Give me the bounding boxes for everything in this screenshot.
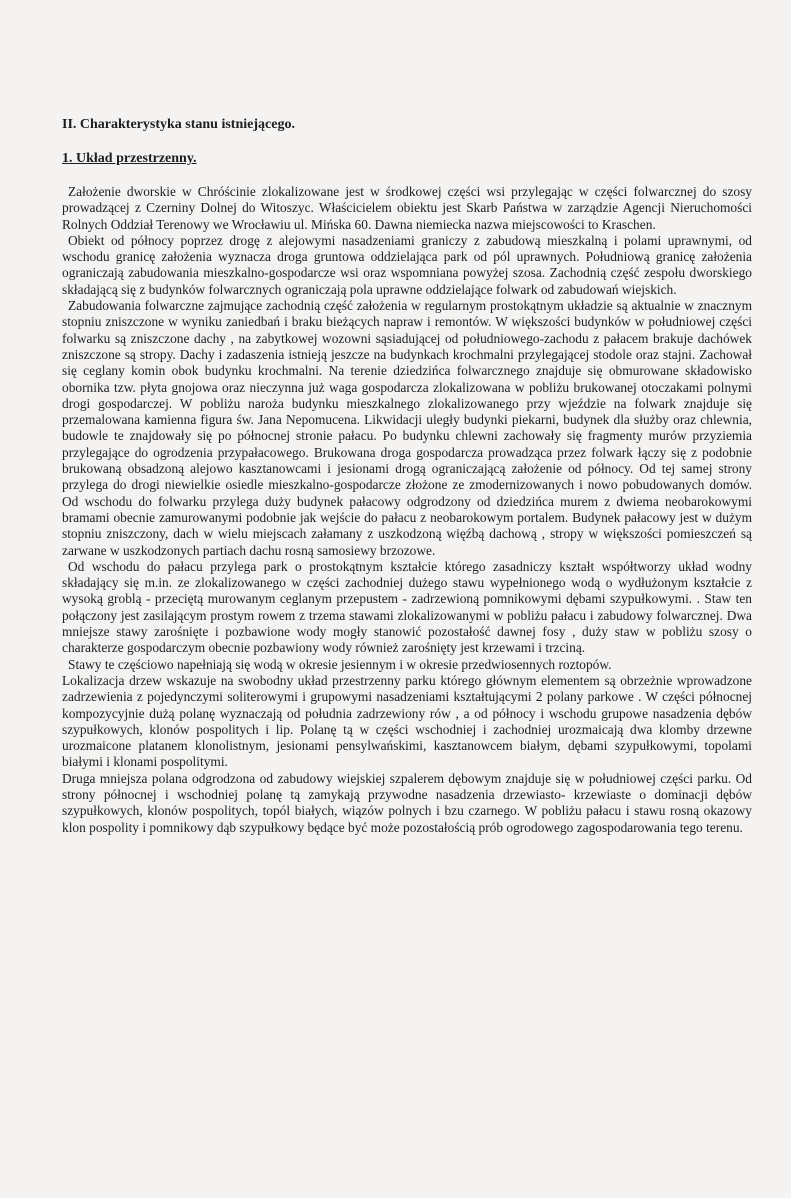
paragraph: Obiekt od północy poprzez drogę z alejowymi nasadzeniami graniczy z zabudową mieszkalną i polami uprawnymi, od wschodu granicę założenia wyznacza droga gruntowa oddzielająca park od pól uprawnych. Południową granicę założenia ograniczają zabudowania mieszkalno-gospodarcze wsi oraz wspomniana powyżej szosa. Zachodnią część zespołu dworskiego składającą się z budynków folwarcznych ograniczają pola uprawne oddzielające folwark od zabudowań wiejskich. [62, 232, 752, 297]
paragraph: Lokalizacja drzew wskazuje na swobodny układ przestrzenny parku którego głównym elementem są obrzeżnie wprowadzone zadrzewienia z pojedynczymi soliterowymi i grupowymi nasadzeniami kształtującymi 2 polany parkowe . W części północnej kompozycyjnie dużą polanę wyznaczają od południa zadrzewiony rów , a od północy i wschodu grupowe nasadzenia dębów szypułkowych, klonów pospolitych i lip. Polanę tą w części wschodniej i zachodniej urozmaicają dwa klomby drzewne urozmaicone platanem klonolistnym, jesionami pensylwańskimi, kasztanowcem białym, dębami szypułkowymi, topolami białymi i klonami pospolitymi. [62, 672, 752, 770]
subsection-title: 1. Układ przestrzenny. [62, 151, 197, 166]
paragraph: Druga mniejsza polana odgrodzona od zabudowy wiejskiej szpalerem dębowym znajduje się w południowej części parku. Od strony północnej i wschodniej polanę tą zamykają przywodne nasadzenia drzewiasto- krzewiaste o dominacji dębów szypułkowych, klonów pospolitych, topól białych, wiązów polnych i bzu czarnego. W pobliżu pałacu i stawu rosną okazowy klon pospolity i pomnikowy dąb szypułkowy będące być może pozostałością prób ogrodowego zagospodarowania tego terenu. [62, 770, 752, 835]
paragraph: Założenie dworskie w Chróścinie zlokalizowane jest w środkowej części wsi przylegając w części folwarcznej do szosy prowadzącej z Czerniny Dolnej do Witoszyc. Właścicielem obiektu jest Skarb Państwa w zarządzie Agencji Nieruchomości Rolnych Oddział Terenowy we Wrocławiu ul. Mińska 60. Dawna niemiecka nazwa miejscowości to Kraschen. [62, 184, 752, 232]
document-body [62, 116, 752, 836]
section-title: II. Charakterystyka stanu istniejącego. [62, 117, 295, 132]
paragraph: Stawy te częściowo napełniają się wodą w okresie jesiennym i w okresie przedwiosennych roztopów. [68, 656, 612, 672]
paragraph: Od wschodu do pałacu przylega park o prostokątnym kształcie którego zasadniczy kształt współtworzy układ wodny składający się m.in. ze zlokalizowanego w części zachodniej dużego stawu wypełnionego wodą o wydłużonym kształcie z wysoką groblą - przeciętą murowanym ceglanym przepustem - zadrzewioną pomnikowymi dębami szypułkowymi. . Staw ten połączony jest zasilającym prostym rowem z trzema stawami zlokalizowanymi w pobliżu pałacu i zabudowy folwarcznej. Dwa mniejsze stawy zarośnięte i pozbawione wody mogły stanowić pozostałość dawnej fosy , duży staw w pobliżu szosy o charakterze gospodarczym obecnie pozbawiony wody również zarośnięty jest krzewami i trzciną. [62, 558, 752, 656]
paragraph: Zabudowania folwarczne zajmujące zachodnią część założenia w regularnym prostokątnym układzie są aktualnie w znacznym stopniu zniszczone w wyniku zaniedbań i braku bieżących napraw i remontów. W większości budynków w południowej części folwarku są zniszczone dachy , na zabytkowej wozowni sąsiadującej od południowego-zachodu z pałacem brakuje dachówek zniszczone są stropy. Dachy i zadaszenia istnieją jeszcze na budynkach krochmalni przylegającej stodole oraz stajni. Zachował się ceglany komin obok budynku krochmalni. Na terenie dziedzińca folwarcznego znajduje się obmurowane składowisko obornika tzw. płyta gnojowa oraz nieczynna już waga gospodarcza zlokalizowana w pobliżu brukowanej otoczakami polnymi drogi gospodarczej. W pobliżu naroża budynku mieszkalnego zlokalizowanego przy wjeździe na folwark znajduje się przemalowana kamienna figura św. Jana Nepomucena. Likwidacji uległy budynki piekarni, budynek dla służby oraz chlewnia, budowle te znajdowały się po północnej stronie pałacu. Po budynku chlewni zachowały się fragmenty murów przyziemia przylegające do ogrodzenia przypałacowego. Brukowana droga gospodarcza prowadząca przez folwark łączy się z podobnie brukowaną obsadzoną alejowo kasztanowcami i jesionami drogą ograniczającą założenie od północy. Od tej samej strony przylega do drogi niewielkie osiedle mieszkalno-gospodarcze złożone ze zmodernizowanych i nowo pobudowanych domów. Od wschodu do folwarku przylega duży budynek pałacowy odgrodzony od dziedzińca murem z dwiema neobarokowymi bramami obecnie zamurowanymi podobnie jak wejście do pałacu z neobarokowym portalem. Budynek pałacowy jest w dużym stopniu zniszczony, dach w wielu miejscach załamany z uszkodzoną więźbą dachową , stropy w większości pomieszczeń są zarwane w uszkodzonych partiach dachu rosną samosiewy brzozowe. [62, 298, 752, 558]
